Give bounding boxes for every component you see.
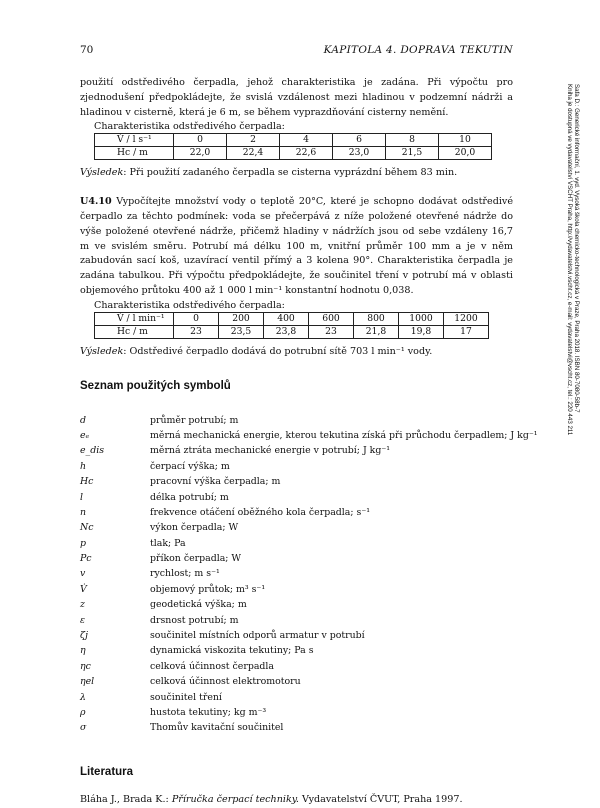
symbol-description: Thomův kavitační součinitel (150, 722, 284, 734)
table-cell: 4 (280, 134, 333, 147)
pump-table-2 (94, 312, 489, 339)
symbol-description: součinitel místních odporů armatur v potrubí (150, 630, 365, 642)
literature-heading: Literatura (80, 765, 134, 778)
table-row-label: Hc / m (95, 147, 174, 160)
symbol-description: celková účinnost elektromotoru (150, 676, 301, 688)
symbol-row (80, 674, 513, 689)
symbol-description: pracovní výška čerpadla; m (150, 476, 281, 488)
symbol-row (80, 551, 513, 566)
symbol-row (80, 613, 513, 628)
table-cell: 22,4 (227, 147, 280, 160)
table-cell: 22,6 (280, 147, 333, 160)
side-citation-line: Šafa D.: Generické informační, 1. vyd. Vysoká škola chemicko-technologická v Praze, Praha 2018. ISBN 80-7080-58b-7 (573, 84, 580, 413)
symbol: v (80, 568, 86, 580)
symbol-description: výkon čerpadla; W (150, 522, 239, 534)
symbol-description: tlak; Pa (150, 537, 186, 549)
symbol-description: rychlost; m s⁻¹ (150, 568, 220, 580)
symbol: η (80, 645, 86, 657)
symbol-description: dynamická viskozita tekutiny; Pa s (150, 645, 314, 657)
reference-entry (80, 793, 513, 808)
table-cell: 21,5 (386, 147, 439, 160)
symbol: n (80, 506, 87, 518)
symbol-description: příkon čerpadla; W (150, 553, 242, 565)
table-cell: 1000 (399, 312, 444, 325)
symbol-description: měrná ztráta mechanické energie v potrubí; J kg⁻¹ (150, 445, 391, 457)
main-content (80, 76, 538, 808)
table-row (95, 147, 492, 160)
table-row-label: V̇ / l min⁻¹ (95, 312, 174, 325)
result-text: : Odstředivé čerpadlo dodává do potrubní sítě 703 l min⁻¹ vody. (123, 345, 433, 357)
table-row (95, 325, 489, 338)
symbol-row (80, 720, 513, 735)
reference-title: Příručka čerpací techniky. (171, 793, 299, 805)
table-caption: Charakteristika odstředivého čerpadla: (94, 299, 285, 311)
table-cell: 10 (439, 134, 492, 147)
table-cell: 22,0 (174, 147, 227, 160)
table-cell: 19,8 (399, 325, 444, 338)
symbol-row (80, 628, 513, 643)
symbol-row (80, 505, 513, 520)
symbol: Pc (80, 553, 92, 565)
symbol: ηel (80, 676, 95, 688)
exercise-text: Vypočítejte množství vody o teplotě 20°C, které je schopno dodávat odstředivé čerpadlo za těchto podmínek: voda se přečerpává z níže položené otevřené nádrže do výše položené otevřené nádrže, přičemž hladiny v nádržích jsou od sebe vzdáleny 16,7 m ve svislém směru. Potrubí má délku 100 m, vnitřní průměr 100 mm a je v něm zabudován sací koš, uzavírací ventil přímý a 3 kolena 90°. Charakteristika čerpadla je zadána tabulkou. Při výpočtu předpokládejte, že součinitel tření v potrubí má v oblasti objemového průtoku 400 až 1 000 l min⁻¹ konstantní hodnotu 0,038. (80, 196, 513, 296)
symbol: ρ (80, 706, 86, 718)
symbol-list (80, 413, 538, 736)
symbol-row (80, 428, 538, 443)
table-cell: 23 (309, 325, 354, 338)
symbol-row (80, 520, 513, 535)
symbol-description: průměr potrubí; m (150, 414, 239, 426)
table-cell: 17 (444, 325, 489, 338)
symbol-row (80, 597, 513, 612)
intro-paragraph: použití odstředivého čerpadla, jehož charakteristika je zadána. Při výpočtu pro zjednodušení předpokládejte, že svislá vzdálenost mezi hladinou v podzemní nádrži a hladinou v cisterně, která je 6 m, se během vyprazdňování cisterny nemění. (80, 77, 513, 118)
table-cell: 800 (354, 312, 399, 325)
symbol-description: součinitel tření (150, 691, 222, 703)
result-line (80, 166, 513, 181)
symbol: h (80, 460, 87, 472)
reference-publisher: Vydavatelství ČVUT, Praha 1997. (298, 793, 463, 805)
running-header (80, 44, 513, 58)
table-cell: 20,0 (439, 147, 492, 160)
table-cell: 23 (174, 325, 219, 338)
exercise-paragraph (80, 195, 513, 299)
table-cell: 6 (333, 134, 386, 147)
symbol: e_dis (80, 445, 105, 457)
symbol-description: objemový průtok; m³ s⁻¹ (150, 583, 266, 595)
page-number: 70 (80, 44, 94, 56)
symbol-description: hustota tekutiny; kg m⁻³ (150, 706, 267, 718)
table-cell: 8 (386, 134, 439, 147)
chapter-title: KAPITOLA 4. DOPRAVA TEKUTIN (323, 44, 513, 56)
symbol-row (80, 705, 513, 720)
symbol-row (80, 443, 513, 458)
symbol: ζj (80, 630, 88, 642)
symbol: eₑ (80, 429, 90, 441)
symbol-description: celková účinnost čerpadla (150, 660, 275, 672)
symbols-heading: Seznam použitých symbolů (80, 379, 231, 392)
result-label: Výsledek (80, 345, 124, 357)
symbol-row (80, 474, 513, 489)
symbol-row (80, 643, 513, 658)
table-cell: 0 (174, 312, 219, 325)
side-citation-line: Kniha je dostupná ve vydavatelství VŠCHT Praha, http://vydavatelstvi.vscht.cz, e-mail: vydavatelstvi@vscht.cz, tel.: 220 443 211 (566, 84, 573, 436)
symbol: ε (80, 614, 86, 626)
symbol-row (80, 690, 513, 705)
symbol: z (80, 599, 85, 611)
pump-table-1 (94, 133, 492, 160)
symbol-row (80, 582, 513, 597)
table-caption: Charakteristika odstředivého čerpadla: (94, 121, 285, 133)
symbol: σ (80, 722, 87, 734)
symbol: V̇ (80, 583, 87, 595)
symbol-description: délka potrubí; m (150, 491, 229, 503)
symbol-description: čerpací výška; m (150, 460, 230, 472)
table-row (95, 312, 489, 325)
table-row (95, 134, 492, 147)
table-cell: 0 (174, 134, 227, 147)
side-citation (568, 84, 580, 504)
symbol: p (80, 537, 87, 549)
result-line (80, 345, 513, 360)
table-cell: 200 (219, 312, 264, 325)
table-cell: 400 (264, 312, 309, 325)
symbol-row (80, 459, 513, 474)
table-cell: 21,8 (354, 325, 399, 338)
symbol: Nc (80, 522, 94, 534)
symbol: ηc (80, 660, 91, 672)
table-row-label: Hc / m (95, 325, 174, 338)
symbol: Hc (80, 476, 94, 488)
symbol: d (80, 414, 87, 426)
table-cell: 1200 (444, 312, 489, 325)
symbol-row (80, 536, 513, 551)
symbol-row (80, 566, 513, 581)
table-cell: 23,8 (264, 325, 309, 338)
symbol-row (80, 413, 513, 428)
reference-authors: Bláha J., Brada K.: (80, 793, 172, 805)
symbol-description: geodetická výška; m (150, 599, 247, 611)
result-text: : Při použití zadaného čerpadla se cisterna vyprázdní během 83 min. (123, 167, 458, 179)
table-row-label: V̇ / l s⁻¹ (95, 134, 174, 147)
symbol-description: frekvence otáčení oběžného kola čerpadla; s⁻¹ (150, 506, 371, 518)
symbol-row (80, 490, 513, 505)
table-cell: 2 (227, 134, 280, 147)
symbol: λ (80, 691, 86, 703)
result-label: Výsledek (80, 167, 124, 179)
symbol-row (80, 659, 513, 674)
exercise-id: U4.10 (80, 196, 112, 208)
table-cell: 600 (309, 312, 354, 325)
table-cell: 23,0 (333, 147, 386, 160)
symbol-description: drsnost potrubí; m (150, 614, 239, 626)
table-cell: 23,5 (219, 325, 264, 338)
symbol-description: měrná mechanická energie, kterou tekutina získá při průchodu čerpadlem; J kg⁻¹ (150, 429, 538, 441)
symbol: l (80, 491, 83, 503)
